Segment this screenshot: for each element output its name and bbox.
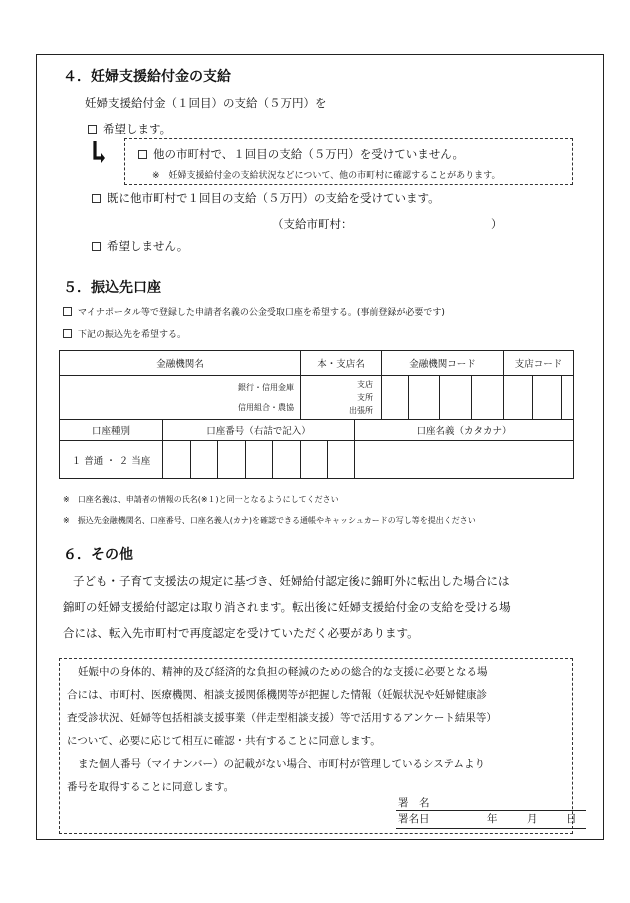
checkbox-no-wish[interactable] bbox=[92, 242, 101, 251]
section6-para-line1: 子ども・子育て支援法の規定に基づき、妊婦給付認定後に錦町外に転出した場合には bbox=[73, 574, 510, 588]
cell-account-type[interactable]: １ 普通 ・ ２ 当座 bbox=[60, 441, 163, 479]
paying-municipality-close: ） bbox=[491, 217, 503, 231]
header-bank-name: 金融機関名 bbox=[60, 351, 301, 376]
option-not-received[interactable] bbox=[138, 146, 464, 162]
header-account-holder: 口座名義（カタカナ） bbox=[355, 420, 574, 441]
branch-type-1: 支店 bbox=[357, 380, 374, 389]
checkbox-wish[interactable] bbox=[88, 125, 97, 134]
bank-account-table bbox=[59, 350, 574, 479]
bank-type-2: 信用組合・農協 bbox=[238, 402, 295, 412]
branch-type-3: 出張所 bbox=[349, 406, 374, 415]
signature-date-label: 署名日 bbox=[398, 813, 430, 825]
account-number-digit[interactable] bbox=[218, 441, 246, 479]
sub-note: ※ 妊婦支援給付金の支給状況などについて、他の市町村に確認することがあります。 bbox=[152, 171, 501, 181]
option-wish[interactable] bbox=[88, 121, 171, 137]
checkbox-below-account[interactable] bbox=[63, 329, 72, 338]
consent-line1: 妊娠中の身体的、精神的及び経済的な負担の軽減のための総合的な支援に必要となる場 bbox=[78, 666, 488, 678]
option-below-account-label: 下記の振込先を希望する。 bbox=[78, 330, 187, 340]
branch-type-2: 支所 bbox=[357, 393, 374, 402]
section5-heading: ５．振込先口座 bbox=[63, 280, 161, 296]
consent-line5: また個人番号（マイナンバー）の記載がない場合、市町村が管理しているシステムより bbox=[78, 758, 485, 770]
option-already-label: 既に他市町村で１回目の支給（５万円）の支給を受けています。 bbox=[107, 191, 440, 205]
section4-heading: ４．妊婦支援給付金の支給 bbox=[63, 69, 231, 85]
section6-para-line2: 錦町の妊婦支援給付認定は取り消されます。転出後に妊婦支援給付金の支給を受ける場 bbox=[63, 600, 511, 614]
date-month: 月 bbox=[527, 813, 538, 825]
section6-para-line3: 合には、転入先市町村で再度認定を受けていただく必要があります。 bbox=[63, 626, 419, 640]
option-no-wish-label: 希望しません。 bbox=[107, 239, 189, 253]
note-attachment: ※ 振込先金融機関名、口座番号、口座名義人(カナ)を確認できる通帳やキャッシュカードの写し等を提出ください bbox=[63, 516, 476, 525]
header-account-number: 口座番号（右詰で記入） bbox=[163, 420, 355, 441]
header-branch-name: 本・支店名 bbox=[301, 351, 382, 376]
branch-code-digit[interactable] bbox=[533, 376, 562, 420]
consent-line6: 番号を取得することに同意します。 bbox=[67, 781, 235, 793]
option-public-account-label: マイナポータル等で登録した申請者名義の公金受取口座を希望する。(事前登録が必要です) bbox=[78, 308, 445, 318]
header-bank-code: 金融機関コード bbox=[382, 351, 504, 376]
bank-code-digit[interactable] bbox=[472, 376, 504, 420]
option-already[interactable] bbox=[92, 190, 440, 206]
cell-bank-name[interactable] bbox=[60, 376, 301, 420]
bank-code-digit[interactable] bbox=[440, 376, 472, 420]
option-no-wish[interactable] bbox=[92, 238, 188, 254]
option-wish-label: 希望します。 bbox=[103, 122, 172, 136]
note-account-holder: ※ 口座名義は、申請者の情報の氏名(※１)と同一となるようにしてください bbox=[63, 495, 339, 504]
checkbox-already[interactable] bbox=[92, 194, 101, 203]
account-number-digit[interactable] bbox=[328, 441, 355, 479]
account-number-digit[interactable] bbox=[273, 441, 301, 479]
date-day: 日 bbox=[566, 813, 577, 825]
section4-intro: 妊婦支援給付金（１回目）の支給（５万円）を bbox=[85, 96, 327, 110]
option-below-account[interactable] bbox=[63, 327, 186, 340]
account-number-digit[interactable] bbox=[301, 441, 328, 479]
date-year: 年 bbox=[487, 813, 498, 825]
consent-line2: 合には、市町村、医療機関、相談支援関係機関等が把握した情報（妊娠状況や妊婦健康診 bbox=[67, 689, 487, 701]
checkbox-not-received[interactable] bbox=[138, 150, 147, 159]
consent-line4: について、必要に応じて相互に確認・共有することに同意します。 bbox=[67, 735, 381, 747]
signature-label: 署 名 bbox=[398, 797, 430, 809]
bank-type-1: 銀行・信用金庫 bbox=[238, 382, 295, 392]
consent-line3: 査受診状況、妊婦等包括相談支援事業（伴走型相談支援）等で活用するアンケート結果等） bbox=[67, 712, 497, 724]
account-number-digit[interactable] bbox=[246, 441, 273, 479]
account-number-digit[interactable] bbox=[163, 441, 191, 479]
branch-code-digit[interactable] bbox=[562, 376, 574, 420]
cell-branch-name[interactable] bbox=[301, 376, 382, 420]
checkbox-public-account[interactable] bbox=[63, 307, 72, 316]
branch-code-digit[interactable] bbox=[504, 376, 533, 420]
account-number-digit[interactable] bbox=[191, 441, 218, 479]
arrow-down-right-icon bbox=[92, 140, 106, 166]
cell-account-holder[interactable] bbox=[355, 441, 574, 479]
bank-code-digit[interactable] bbox=[409, 376, 440, 420]
header-branch-code: 支店コード bbox=[504, 351, 574, 376]
section6-heading: ６．その他 bbox=[63, 547, 133, 563]
signature-date-line[interactable] bbox=[396, 828, 586, 829]
bank-code-digit[interactable] bbox=[382, 376, 409, 420]
header-account-type: 口座種別 bbox=[60, 420, 163, 441]
option-not-received-label: 他の市町村で、１回目の支給（５万円）を受けていません。 bbox=[153, 147, 464, 161]
paying-municipality-label: （支給市町村： bbox=[272, 217, 353, 231]
option-public-account[interactable] bbox=[63, 305, 445, 318]
